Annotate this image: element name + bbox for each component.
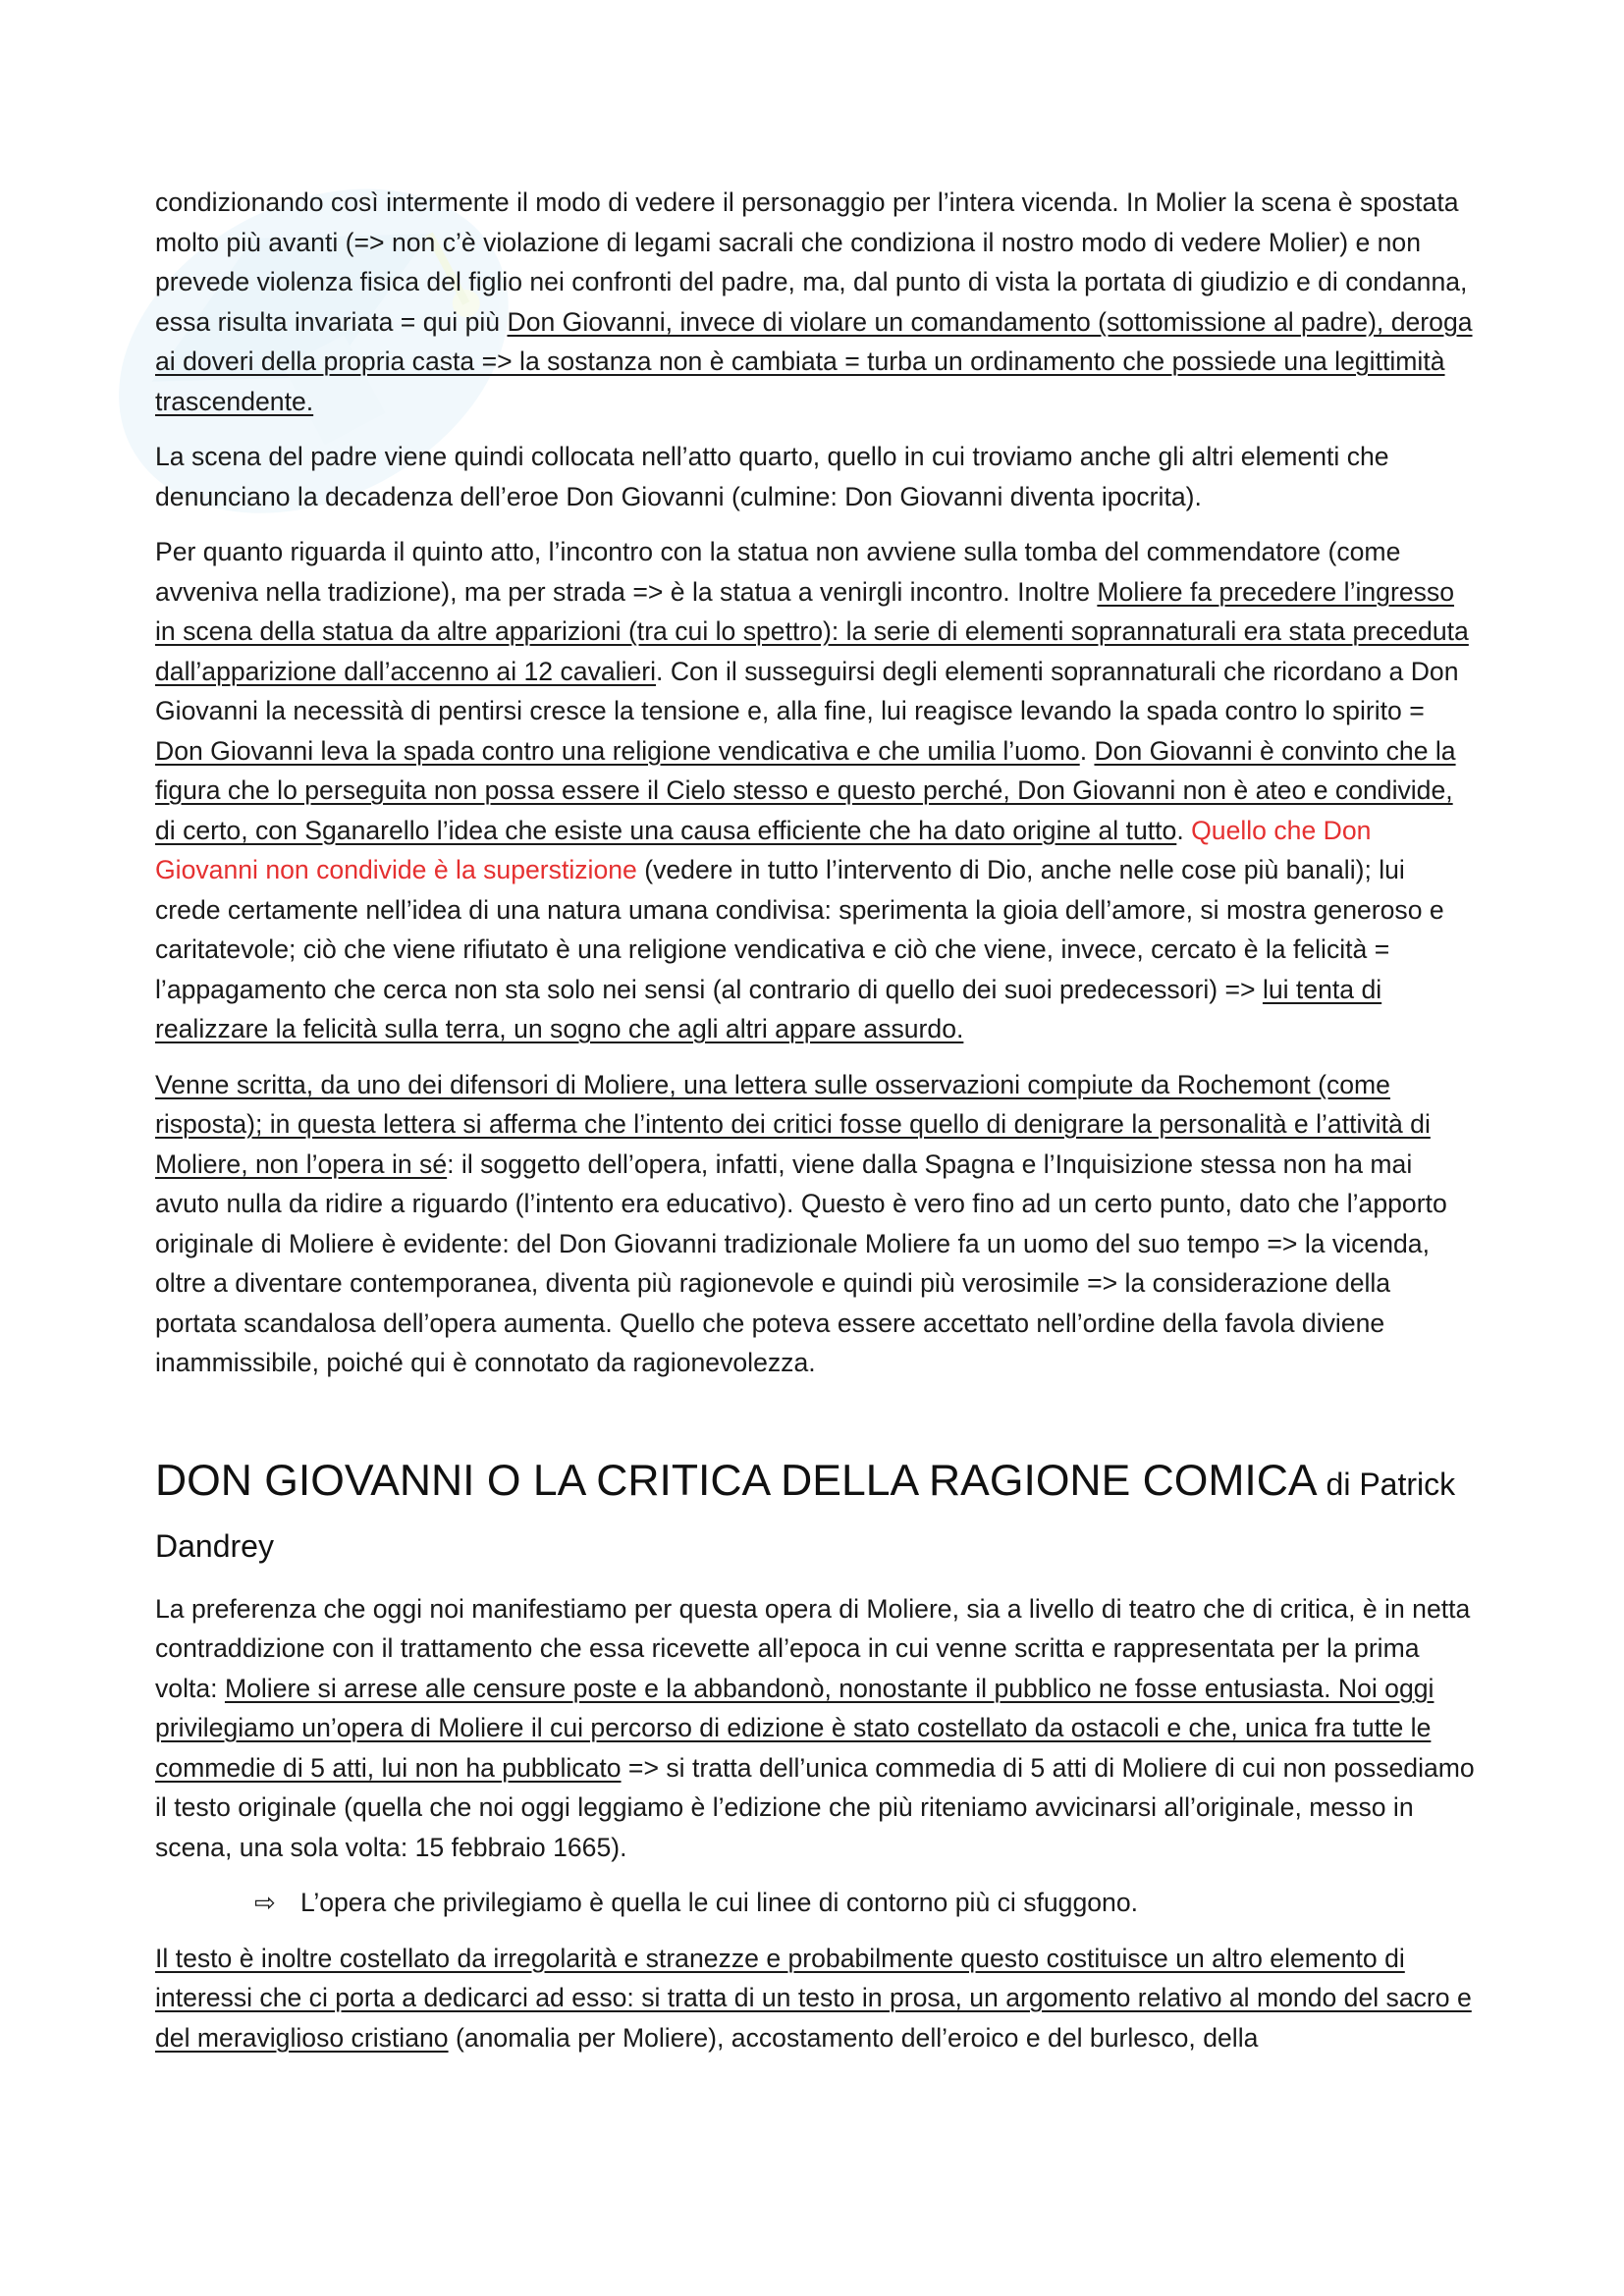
section-body-1 [155,183,1476,1383]
document-body [155,183,1476,2073]
underlined-text: lui tenta di realizzare la felicità sulla terra, un sogno che agli altri appare assurdo. [155,974,1382,1043]
arrow-bullet-icon: ⇨ [254,1888,276,1917]
paragraph [155,1065,1476,1383]
text-run: (vedere in tutto l’intervento di Dio, anche nelle cose più banali); lui crede certamente nell’idea di una natura umana condivisa: sperimenta la gioia dell’amore, si mostra generoso e caritatevole; ciò che viene rifiutato è una religione vendicativa e ciò che viene, invece, cercato è la felicità = l’appagamento che cerca non sta solo nei sensi (al contrario di quello dei suoi predecessori) => [155,855,1444,1004]
highlighted-red-text: Quello che Don Giovanni non condivide è la superstizione [155,815,1372,884]
section-body-2 [155,1589,1476,1868]
text-run: . [1079,735,1095,766]
heading-author: di Patrick Dandrey [155,1466,1456,1564]
paragraph [155,1589,1476,1868]
underlined-text: Moliere fa precedere l’ingresso in scena della statua da altre apparizioni (tra cui lo spettro): la serie di elementi soprannaturali era stata preceduta dall’apparizione dall’accenno ai 12 cavalieri [155,576,1469,686]
underlined-text: Don Giovanni, invece di violare un comandamento (sottomissione al padre), deroga ai doveri della propria casta => la sostanza non è cambiata = turba un ordinamento che possiede una legittimità trascendente. [155,306,1473,416]
text-run: La scena del padre viene quindi collocata nell’atto quarto, quello in cui troviamo anche gli altri elementi che denunciano la decadenza dell’eroe Don Giovanni (culmine: Don Giovanni diventa ipocrita). [155,442,1389,511]
underlined-text: Don Giovanni leva la spada contro una religione vendicativa e che umilia l’uomo [155,735,1080,766]
underlined-text: Moliere si arrese alle censure poste e la abbandonò, nonostante il pubblico ne fosse entusiasta. Noi oggi privilegiamo un’opera di Moliere il cui percorso di edizione è stato costellato da ostacoli e che, unica fra tutte le commedie di 5 atti, lui non ha pubblicato [155,1673,1435,1783]
text-run: La preferenza che oggi noi manifestiamo per questa opera di Moliere, sia a livello di teatro che di critica, è in netta contraddizione con il trattamento che essa ricevette all’epoca in cui venne scritta e rappresentata per la prima volta: [155,1593,1471,1703]
bullet-text: L’opera che privilegiamo è quella le cui linee di contorno più ci sfuggono. [300,1888,1139,1917]
text-run: . Con il susseguirsi degli elementi soprannaturali che ricordano a Don Giovanni la necessità di pentirsi cresce la tensione e, alla fine, lui reagisce levando la spada contro lo spirito = [155,656,1459,725]
arrow-bullet-item [155,1883,1476,1923]
paragraph [155,437,1476,516]
heading-title: DON GIOVANNI O LA CRITICA DELLA RAGIONE COMICA [155,1456,1318,1505]
text-run: . [1176,815,1192,845]
section-heading [155,1452,1476,1575]
underlined-text: Venne scritta, da uno dei difensori di Moliere, una lettera sulle osservazioni compiute da Rochemont (come risposta); in questa lettera si afferma che l’intento dei critici fosse quello di denigrare la personalità e l’attività di Moliere, non l’opera in sé [155,1069,1431,1179]
text-run: => si tratta dell’unica commedia di 5 atti di Moliere di cui non possediamo il testo originale (quella che noi oggi leggiamo è l’edizione che più riteniamo avvicinarsi all’originale, messo in scena, una sola volta: 15 febbraio 1665). [155,1752,1475,1862]
section-body-3 [155,1939,1476,2058]
text-run: : il soggetto dell’opera, infatti, viene dalla Spagna e l’Inquisizione stessa non ha mai avuto nulla da ridire a riguardo (l’intento era educativo). Questo è vero fino ad un certo punto, dato che l’apporto originale di Moliere è evidente: del Don Giovanni tradizionale Moliere fa un uomo del suo tempo => la vicenda, oltre a diventare contemporanea, diventa più ragionevole e quindi più verosimile => la considerazione della portata scandalosa dell’opera aumenta. Quello che poteva essere accettato nell’ordine della favola diviene inammissibile, poiché qui è connotato da ragionevolezza. [155,1148,1447,1377]
paragraph [155,1939,1476,2058]
text-run: (anomalia per Moliere), accostamento dell’eroico e del burlesco, della [448,2022,1259,2053]
paragraph [155,532,1476,1049]
paragraph [155,183,1476,421]
underlined-text: Don Giovanni è convinto che la figura che lo perseguita non possa essere il Cielo stesso e questo perché, Don Giovanni non è ateo e condivide, di certo, con Sganarello l’idea che esiste una causa efficiente che ha dato origine al tutto [155,735,1456,845]
text-run: condizionando così intermente il modo di vedere il personaggio per l’intera vicenda. In Molier la scena è spostata molto più avanti (=> non c’è violazione di legami sacrali che condiziona il nostro modo di vedere Molier) e non prevede violenza fisica del figlio nei confronti del padre, ma, dal punto di vista la portata di giudizio e di condanna, essa risulta invariata = qui più [155,187,1468,337]
text-run: Per quanto riguarda il quinto atto, l’incontro con la statua non avviene sulla tomba del commendatore (come avveniva nella tradizione), ma per strada => è la statua a venirgli incontro. Inoltre [155,537,1401,607]
underlined-text: Il testo è inoltre costellato da irregolarità e stranezze e probabilmente questo costituisce un altro elemento di interessi che ci porta a dedicarci ad esso: si tratta di un testo in prosa, un argomento relativo al mondo del sacro e del meraviglioso cristiano [155,1943,1472,2053]
